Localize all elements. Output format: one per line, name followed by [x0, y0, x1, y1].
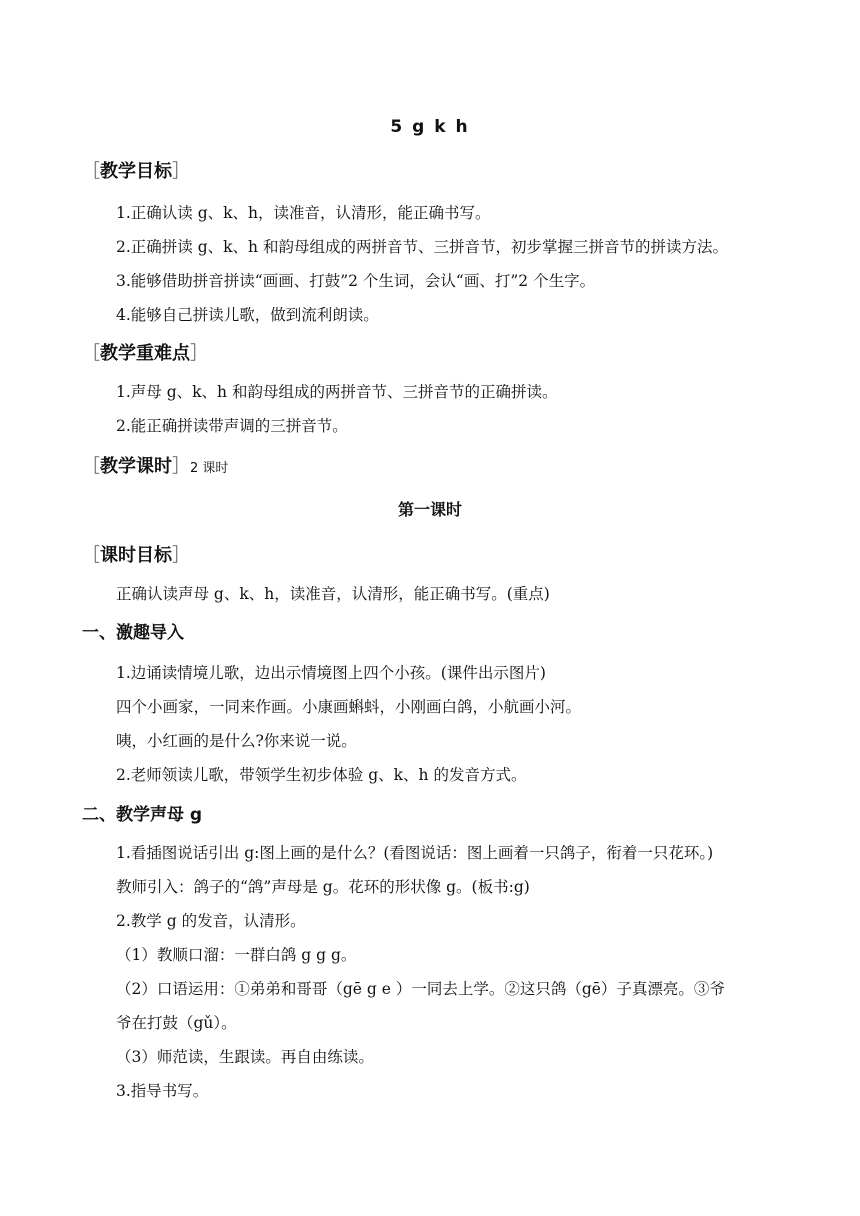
- section2-line: （2）口语运用：①弟弟和哥哥（gē g e ）一同去上学。②这只鸽（gē）子真漂亮。③爷: [116, 980, 725, 998]
- section2-line: 爷在打鼓（gǔ）。: [116, 1014, 237, 1032]
- section2-line: 3.指导书写。: [116, 1082, 209, 1100]
- periods-value: 2 课时: [190, 461, 229, 476]
- section1-line: 四个小画家，一同来作画。小康画蝌蚪，小刚画白鸽，小航画小河。: [116, 698, 582, 716]
- section2-line: 2.教学 g 的发音，认清形。: [116, 912, 306, 930]
- section2-heading: 二、教学声母 g: [82, 805, 203, 825]
- section1-heading: 一、激趣导入: [82, 623, 184, 643]
- section2-line: （3）师范读，生跟读。再自由练读。: [116, 1048, 374, 1066]
- section1-line: 1.边诵读情境儿歌，边出示情境图上四个小孩。(课件出示图片): [116, 664, 546, 682]
- lesson-title: 5 g k h: [390, 117, 470, 137]
- section1-line: 咦，小红画的是什么?你来说一说。: [116, 732, 357, 750]
- objective-item: 1.正确认读 g、k、h，读准音，认清形，能正确书写。: [116, 204, 491, 222]
- keypoints-heading-text: 教学重难点: [100, 343, 190, 364]
- objective-item: 4.能够自己拼读儿歌，做到流利朗读。: [116, 306, 379, 324]
- section2-line: 1.看插图说话引出 g:图上画的是什么？(看图说话：图上画着一只鸽子，衔着一只花环。): [116, 844, 714, 862]
- lesson-goal-heading: ［课时目标］: [82, 545, 190, 566]
- section2-line: 教师引入：鸽子的“鸽”声母是 g。花环的形状像 g。(板书:g): [116, 878, 530, 896]
- keypoint-item: 2.能正确拼读带声调的三拼音节。: [116, 417, 348, 435]
- keypoint-item: 1.声母 g、k、h 和韵母组成的两拼音节、三拼音节的正确拼读。: [116, 383, 558, 401]
- keypoints-heading: ［教学重难点］: [82, 343, 208, 364]
- lesson-goal-heading-text: 课时目标: [100, 545, 172, 566]
- objective-item: 2.正确拼读 g、k、h 和韵母组成的两拼音节、三拼音节，初步掌握三拼音节的拼读方法。: [116, 238, 728, 256]
- objective-item: 3.能够借助拼音拼读“画画、打鼓”2 个生词，会认“画、打”2 个生字。: [116, 272, 596, 290]
- section2-line: （1）教顺口溜：一群白鸽 g g g。: [116, 946, 357, 964]
- periods-heading: ［教学课时］2 课时: [82, 456, 229, 477]
- lesson-goal-text: 正确认读声母 g、k、h，读准音，认清形，能正确书写。(重点): [116, 585, 550, 603]
- objectives-heading-text: 教学目标: [100, 161, 172, 182]
- periods-heading-text: 教学课时: [100, 456, 172, 477]
- lesson1-title: 第一课时: [397, 500, 462, 519]
- objectives-heading: ［教学目标］: [82, 161, 190, 182]
- section1-line: 2.老师领读儿歌，带领学生初步体验 g、k、h 的发音方式。: [116, 766, 527, 784]
